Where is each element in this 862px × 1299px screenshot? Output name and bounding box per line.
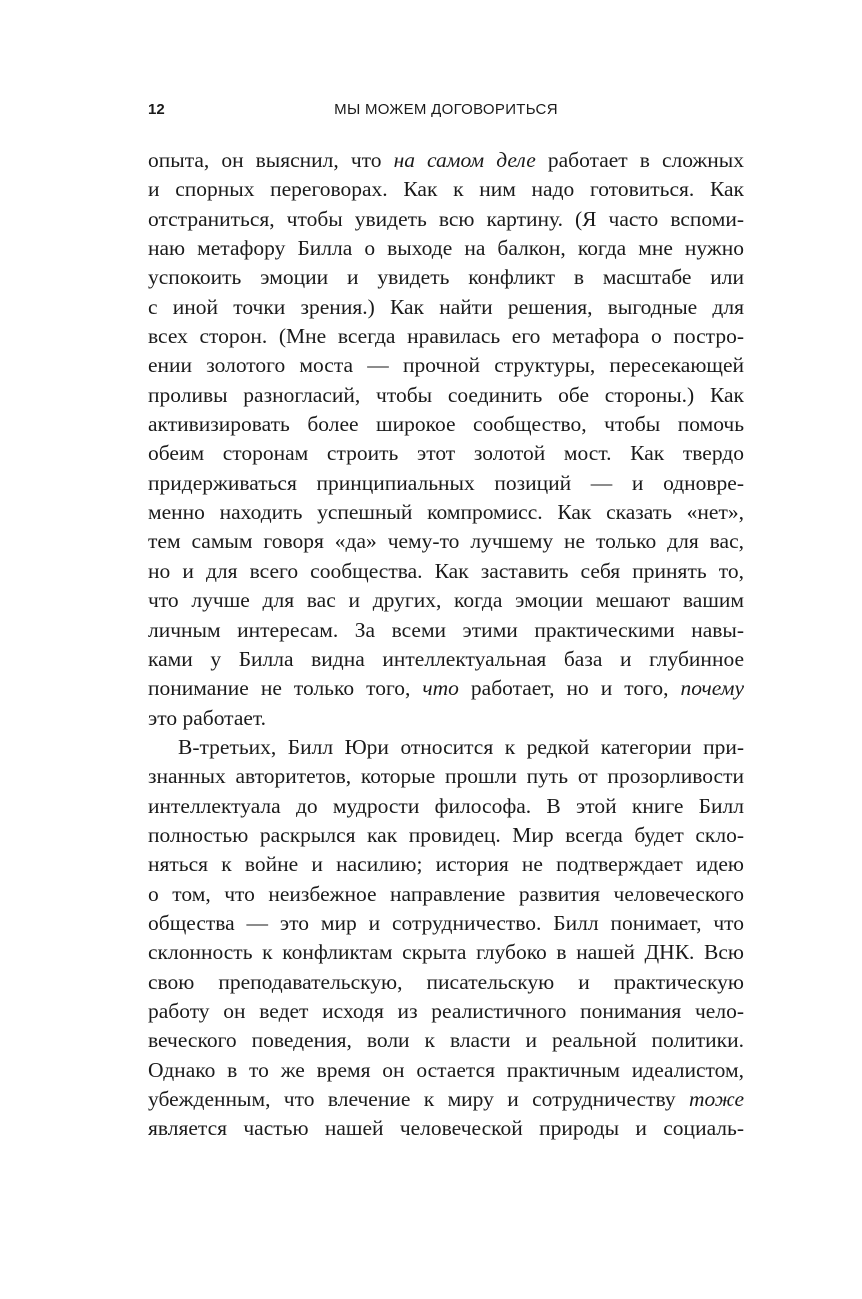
- paragraph: [148, 146, 744, 733]
- text-line: свою преподавательскую, писательскую и практическую: [148, 969, 744, 994]
- text-line: но и для всего сообщества. Как заставить себя принять то,: [148, 558, 744, 583]
- paragraph: [148, 733, 744, 1144]
- text-line: отстраниться, чтобы увидеть всю картину. (Я часто вспоми-: [148, 206, 744, 231]
- text-line: понимание не только того, что работает, но и того, почему: [148, 676, 744, 701]
- text-line: наю метафору Билла о выходе на балкон, когда мне нужно: [148, 236, 744, 261]
- text-line: о том, что неизбежное направление развития человеческого: [148, 881, 744, 906]
- text-line: склонность к конфликтам скрыта глубоко в нашей ДНК. Всю: [148, 940, 744, 965]
- italic-emphasis: на самом деле: [393, 148, 536, 172]
- text-line: это работает.: [148, 705, 267, 730]
- body-text: [148, 146, 744, 1144]
- text-line: интеллектуала до мудрости философа. В этой книге Билл: [148, 793, 744, 818]
- text-line: с иной точки зрения.) Как найти решения, выгодные для: [148, 294, 744, 319]
- text-line: ками у Билла видна интеллектуальная база и глубинное: [148, 646, 744, 671]
- text-line: веческого поведения, воли к власти и реальной политики.: [148, 1028, 744, 1053]
- text-line: и спорных переговорах. Как к ним надо готовиться. Как: [148, 177, 744, 202]
- text-line: няться к войне и насилию; история не подтверждает идею: [148, 852, 744, 877]
- text-line: проливы разногласий, чтобы соединить обе стороны.) Как: [148, 382, 744, 407]
- text-line: личным интересам. За всеми этими практическими навы-: [148, 617, 744, 642]
- italic-emphasis: тоже: [689, 1087, 744, 1111]
- text-line: обеим сторонам строить этот золотой мост. Как твердо: [148, 441, 744, 466]
- text-line: является частью нашей человеческой природы и социаль-: [148, 1116, 744, 1141]
- text-line: общества — это мир и сотрудничество. Билл понимает, что: [148, 910, 744, 935]
- text-line: опыта, он выяснил, что на самом деле работает в сложных: [148, 148, 744, 172]
- text-line: ении золотого моста — прочной структуры, пересекающей: [148, 353, 744, 378]
- text-line: знанных авторитетов, которые прошли путь от прозорливости: [148, 764, 744, 789]
- text-line: работу он ведет исходя из реалистичного понимания чело-: [148, 998, 744, 1023]
- text-line: менно находить успешный компромисс. Как сказать «нет»,: [148, 500, 744, 525]
- text-line: активизировать более широкое сообщество, чтобы помочь: [148, 412, 744, 437]
- text-line: полностью раскрылся как провидец. Мир всегда будет скло-: [148, 822, 744, 847]
- book-title: МЫ МОЖЕМ ДОГОВОРИТЬСЯ: [334, 101, 558, 118]
- italic-emphasis: что: [422, 676, 459, 701]
- text-line: Однако в то же время он остается практичным идеалистом,: [148, 1057, 744, 1082]
- running-head: [148, 99, 744, 121]
- text-line: что лучше для вас и других, когда эмоции мешают вашим: [148, 588, 744, 613]
- text-line: тем самым говоря «да» чему-то лучшему не только для вас,: [148, 529, 744, 554]
- text-line: В-третьих, Билл Юри относится к редкой категории при-: [178, 734, 744, 759]
- italic-emphasis: почему: [680, 676, 744, 701]
- page-number: 12: [148, 101, 165, 118]
- text-line: всех сторон. (Мне всегда нравилась его метафора о постро-: [148, 324, 744, 349]
- text-line: придерживаться принципиальных позиций — и одновре-: [148, 470, 744, 495]
- text-line: успокоить эмоции и увидеть конфликт в масштабе или: [148, 265, 744, 290]
- text-line: убежденным, что влечение к миру и сотрудничеству тоже: [148, 1087, 744, 1111]
